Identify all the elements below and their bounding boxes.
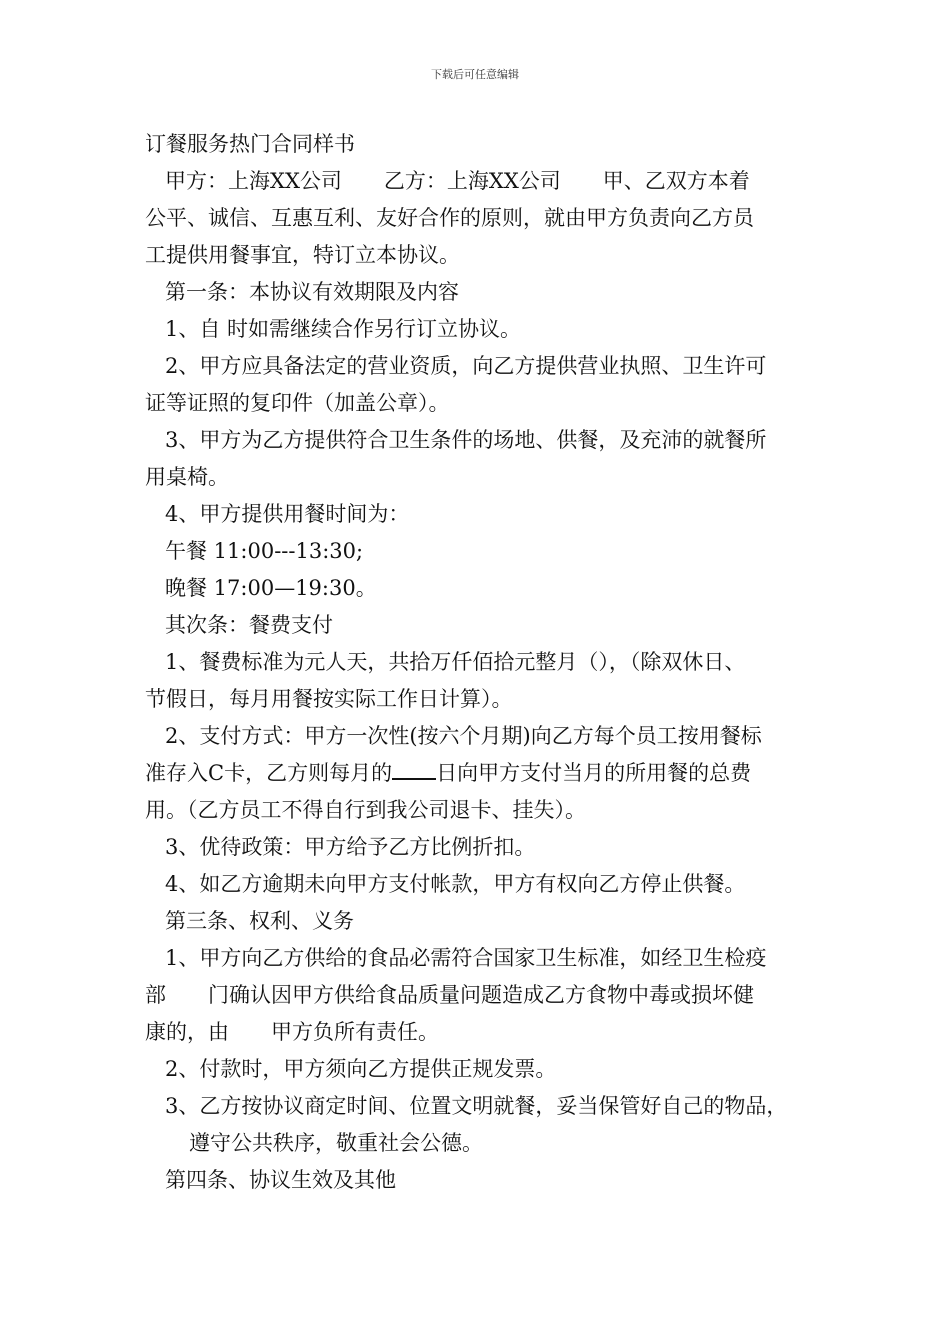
text-line: 用。（乙方员工不得自行到我公司退卡、挂失）。: [145, 798, 586, 822]
clause-line: 4、如乙方逾期未向甲方支付帐款，甲方有权向乙方停止供餐。: [165, 872, 746, 896]
clause-line: 2、付款时，甲方须向乙方提供正规发票。: [165, 1057, 557, 1081]
section-heading: 第三条、权利、义务: [165, 909, 354, 933]
text-span: 日向甲方支付当月的所用餐的总费: [436, 761, 752, 785]
text-line: 用桌椅。: [145, 465, 229, 489]
text-line: 康的，由 甲方负所有责任。: [145, 1020, 439, 1044]
clause-line: 2、支付方式：甲方一次性(按六个月期)向乙方每个员工按用餐标: [165, 724, 762, 748]
section-heading: 其次条：餐费支付: [165, 613, 333, 637]
section-heading: 第四条、协议生效及其他: [165, 1168, 396, 1192]
text-line: 公平、诚信、互惠互利、友好合作的原则，就由甲方负责向乙方员: [145, 206, 754, 230]
blank-underline: [392, 756, 436, 780]
text-line: 遵守公共秩序，敬重社会公德。: [189, 1131, 483, 1155]
text-line: 证等证照的复印件（加盖公章）。: [145, 391, 450, 415]
clause-line: 3、优待政策：甲方给予乙方比例折扣。: [165, 835, 536, 859]
text-line: 部 门确认因甲方供给食品质量问题造成乙方食物中毒或损坏健: [145, 983, 754, 1007]
parties-line: 甲方：上海XX公司 乙方：上海XX公司 甲、乙双方本着: [165, 169, 750, 193]
text-line: 节假日，每月用餐按实际工作日计算）。: [145, 687, 513, 711]
text-span: 准存入C卡，乙方则每月的: [145, 761, 393, 785]
lunch-time: 午餐 11:00---13:30;: [165, 539, 364, 563]
document-title: 订餐服务热门合同样书: [145, 132, 355, 156]
clause-line: 1、餐费标准为元人天，共拾万仟佰拾元整月（），（除双休日、: [165, 650, 746, 674]
clause-line: 1、甲方向乙方供给的食品必需符合国家卫生标准，如经卫生检疫: [165, 946, 767, 970]
text-line: 工提供用餐事宜，特订立本协议。: [145, 243, 460, 267]
section-heading: 第一条：本协议有效期限及内容: [165, 280, 459, 304]
page-header: 下载后可任意编辑: [431, 68, 519, 81]
clause-line: 4、甲方提供用餐时间为：: [165, 502, 410, 526]
clause-line: 3、乙方按协议商定时间、位置文明就餐，妥当保管好自己的物品，: [165, 1094, 788, 1118]
dinner-time: 晚餐 17:00—19:30。: [165, 576, 377, 600]
text-line: [145, 755, 815, 792]
clause-line: 3、甲方为乙方提供符合卫生条件的场地、供餐，及充沛的就餐所: [165, 428, 767, 452]
document-body: [145, 126, 815, 1199]
clause-line: 2、甲方应具备法定的营业资质，向乙方提供营业执照、卫生许可: [165, 354, 767, 378]
clause-line: 1、自 时如需继续合作另行订立协议。: [165, 317, 522, 341]
